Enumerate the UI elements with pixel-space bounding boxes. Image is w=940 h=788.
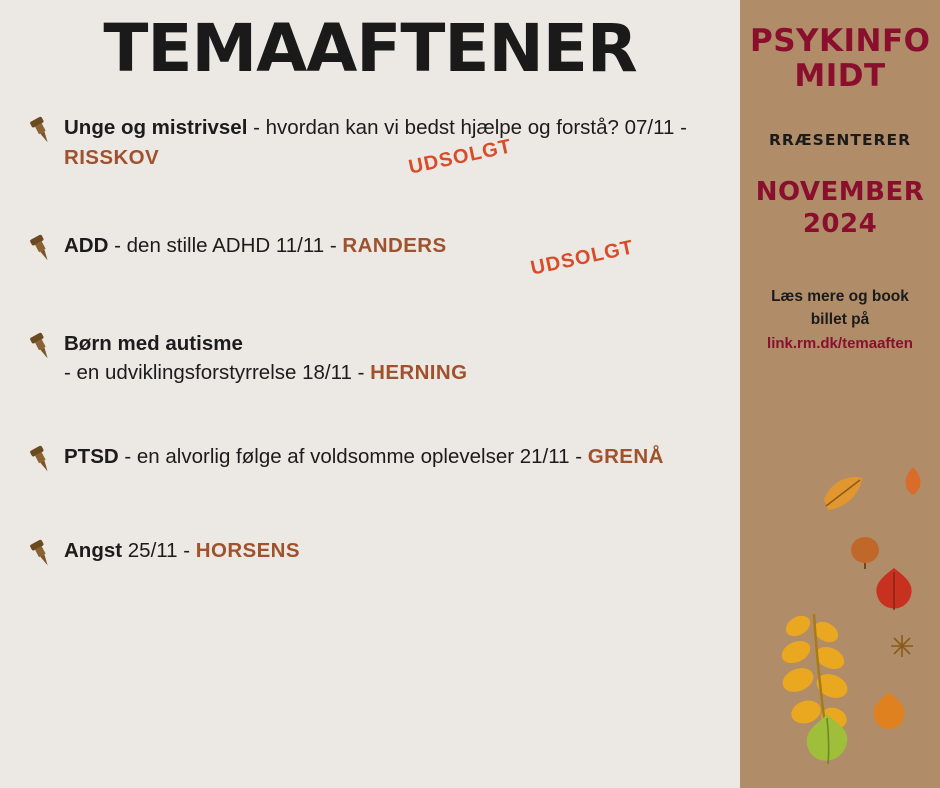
event-city: HERNING (370, 361, 468, 385)
event-list (0, 113, 740, 576)
leaf-icon (768, 608, 864, 738)
booking-link[interactable]: link.rm.dk/temaaften (767, 335, 913, 353)
event-title: Unge og mistrivsel (64, 116, 248, 140)
event-desc: - den stille ADHD 11/11 - (108, 233, 343, 257)
brand-line-2: MIDT (794, 57, 886, 94)
leaf-icon (890, 634, 914, 658)
list-item (26, 536, 720, 576)
brand-line-1: PSYKINFO (750, 23, 931, 59)
list-item (26, 231, 720, 280)
list-item (26, 442, 720, 482)
booking-info (750, 285, 930, 356)
leaf-icon (900, 466, 926, 496)
booking-line-2: billet på (810, 311, 870, 329)
status-badge: UDSOLGT (406, 135, 514, 179)
leaf-icon (868, 690, 910, 734)
leaf-icon (820, 470, 866, 514)
event-desc: - en udviklingsforstyrrelse 18/11 - (64, 361, 371, 385)
event-desc: - en alvorlig følge af voldsomme oplevelser 21/11 - (118, 445, 588, 469)
list-item (26, 329, 720, 388)
leaf-icon (798, 712, 856, 772)
pushpin-icon (26, 442, 64, 479)
year-label: 2024 (802, 209, 878, 240)
sidebar (740, 0, 940, 788)
page-title: TEMAAFTENER (103, 10, 637, 87)
event-desc: - hvordan kan vi bedst hjælpe og forstå? 07/11 - (247, 116, 687, 140)
event-text (64, 329, 467, 388)
event-desc: 25/11 - (122, 539, 196, 563)
event-city: RISSKOV (64, 146, 160, 170)
pushpin-icon (26, 113, 64, 150)
event-city: RANDERS (342, 233, 447, 257)
event-month (750, 177, 930, 240)
event-title: PTSD (64, 445, 119, 469)
event-title: Angst (64, 539, 123, 563)
brand-name (750, 24, 930, 93)
event-city: GRENÅ (587, 445, 664, 469)
event-title: ADD (64, 233, 109, 257)
list-item (26, 113, 720, 179)
event-title: Børn med autisme (64, 331, 243, 355)
pushpin-icon (26, 536, 64, 573)
leaf-icon (870, 566, 918, 614)
month-label: NOVEMBER (755, 177, 925, 208)
pushpin-icon (26, 329, 64, 366)
presents-label: RRÆSENTERER (768, 131, 912, 150)
pushpin-icon (26, 231, 64, 268)
event-text (64, 442, 664, 472)
booking-line-1: Læs mere og book (771, 287, 909, 305)
event-text (64, 231, 636, 280)
event-text (64, 113, 704, 179)
status-badge: UDSOLGT (528, 236, 636, 280)
event-city: HORSENS (195, 539, 300, 563)
event-text (64, 536, 300, 566)
leaf-icon (848, 534, 882, 570)
